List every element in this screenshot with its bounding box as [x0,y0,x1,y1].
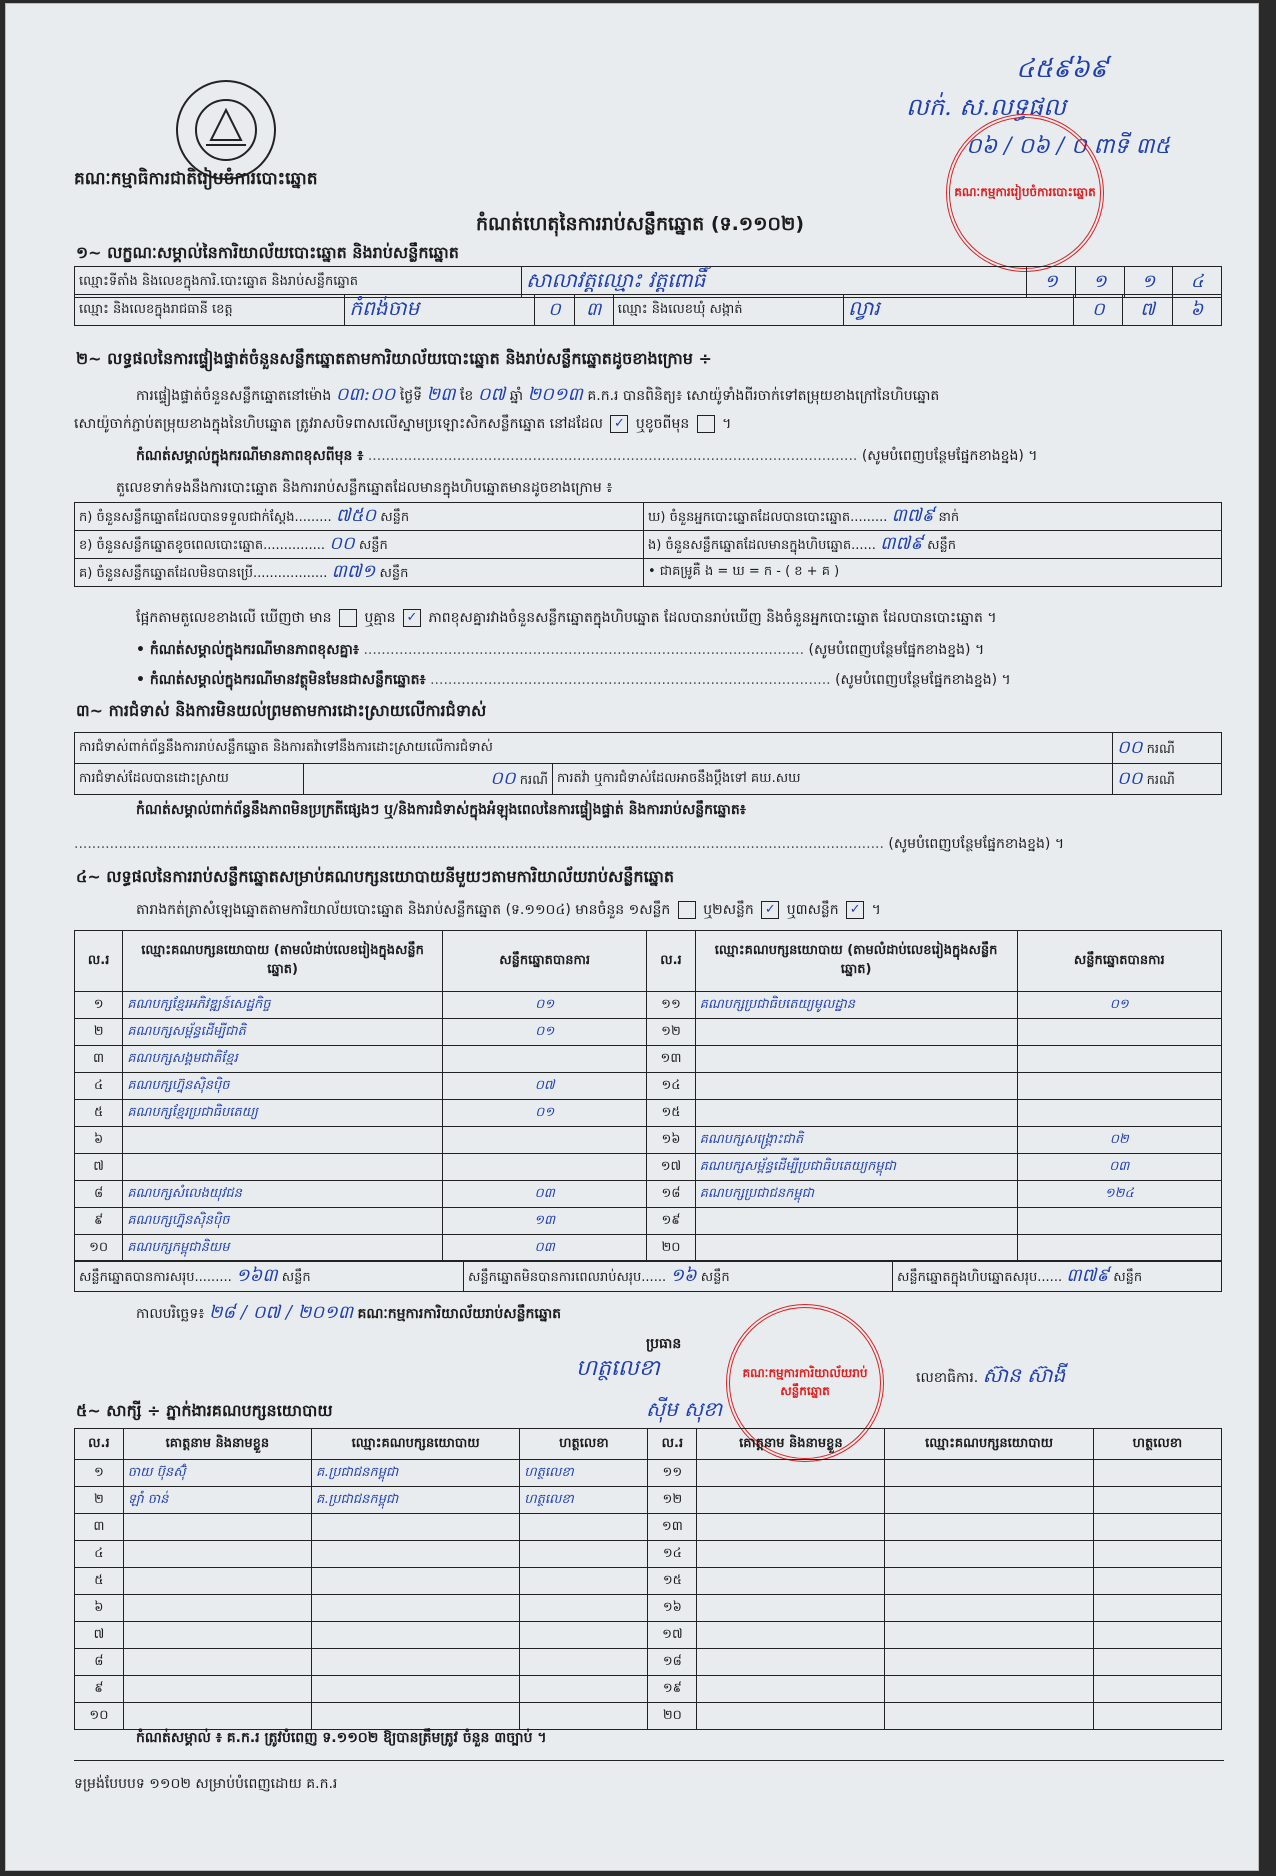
s2-year: ២០១៣ [527,384,583,405]
form-title: កំណត់ហេតុនៃការរាប់សន្លឹកឆ្នោត (ទ.១១០២) [476,213,805,235]
s3-row1-label: ការជំទាស់ពាក់ព័ន្ធនឹងការរាប់សន្លឹកឆ្នោត និងការតវ៉ាទៅនឹងការដោះស្រាយលើការជំទាស់ [75,733,1113,764]
s4-votes: ០៣ [442,1181,646,1208]
table-row: ១៦ [647,1127,695,1154]
s4-party [695,1208,1017,1235]
s5-col-no: ល.រ [648,1429,697,1460]
s2-count-e-value: ៣៧៩ [880,533,923,554]
s4-totals-row [74,1260,1222,1292]
s4-votes: ១២៤ [1017,1181,1222,1208]
table-row: ១២ [647,1019,695,1046]
section-4-heading: ៤~ លទ្ធផលនៃការរាប់សន្លឹកឆ្នោតសម្រាប់គណបក្សនយោបាយនីមួយៗតាមការិយាល័យរាប់សន្លឹកឆ្នោត [76,867,675,886]
s2-note1-label: កំណត់សម្គាល់ក្នុងករណីមានភាពខុសពីមុន ៖ [136,448,364,464]
handwritten-number: ៤៥៩៦៩ [1016,54,1109,84]
s2-checkbox-none[interactable]: ✓ [403,609,421,627]
s4-unused-value: ១៦ [670,1264,697,1286]
s4-col-votes: សន្លឹកឆ្នោតបានការ [442,931,646,992]
s2-seal-line [74,414,731,435]
official-stamp-top [946,114,1104,272]
table-row: ១៤ [648,1541,697,1568]
s4-results-table [74,930,1222,1262]
s2-unit-person: នាក់ [938,510,960,525]
s4-party: គណបក្សប្រជាធិបតេយ្យមូលដ្ឋាន [695,992,1017,1019]
emblem-logo [176,80,276,180]
s4-party: គណបក្សហ្វ៊ុនស៊ិនប៉ិច [123,1208,443,1235]
s2-match-post: ភាពខុសគ្នារវាងចំនួនសន្លឹកឆ្នោតក្នុងហិបឆ្នោត ដែលបានរាប់ឃើញ និងចំនួនអ្នកបោះឆ្នោត ដែលបានបោះឆ្នោត ។ [428,610,997,626]
s2-dots: ................................................................................................... [363,642,805,658]
s5-party: គ.ប្រជាជនកម្ពុជា [311,1487,519,1514]
s4-box-label: សន្លឹកឆ្នោតក្នុងហិបឆ្នោតសរុប...... [897,1269,1063,1285]
s2-fill-more: (សូមបំពេញបន្ថែមផ្នែកខាងខ្នង) ។ [835,672,1011,688]
handwritten-note-2: ០៦ / ០៦ / ០ ពាទី ៣៥ [966,134,1170,159]
table-row: ៤ [75,1541,124,1568]
table-row: ២ [75,1487,124,1514]
s3-row2-label2: ការតវ៉ា ឬការជំទាស់ដែលអាចនឹងប្តឹងទៅ គឃ.សឃ [553,764,1113,795]
s4-checkbox-2[interactable]: ✓ [761,901,779,919]
section-1-table-row2 [74,294,1222,326]
s4-committee: គណៈកម្មការការិយាល័យរាប់សន្លឹកឆ្នោត [357,1306,562,1322]
footer-form-label: ទម្រង់បែបបទ ១១០២ សម្រាប់បំពេញដោយ គ.ក.រ [74,1776,338,1792]
table-row: ៧ [75,1622,124,1649]
table-row: ៦ [75,1595,124,1622]
s2-checkbox-has[interactable] [339,609,357,627]
s4-party: គណបក្សប្រជាជនកម្ពុជា [695,1181,1017,1208]
emblem-icon [191,95,261,165]
s4-party [695,1073,1017,1100]
s2-seal-text: សោយ៉ូចាក់ភ្ជាប់តម្រុយខាងក្នុងនៃហិបឆ្នោត ត្រូវរាសបិទពាសលើស្នាមប្រឡោះសិកសន្លឹកឆ្នោត នៅដដែល [74,416,603,432]
s3-row1-value: ០០ [1117,736,1143,758]
s2-unit: សន្លឹក [380,510,410,525]
table-row: ១១ [647,992,695,1019]
table-row: ១៧ [647,1154,695,1181]
s4-votes: ០១ [442,1100,646,1127]
s4-col-party: ឈ្មោះគណបក្សនយោបាយ (តាមលំដាប់លេខរៀងក្នុងសន្លឹកឆ្នោត) [123,931,443,992]
s4-party [695,1100,1017,1127]
s4-party: គណបក្សខ្មែរអភិវឌ្ឍន៍សេដ្ឋកិច្ច [123,992,443,1019]
s2-verify-month: ខែ [459,388,474,404]
s4-date-line [136,1300,561,1327]
s4-secretary-line [916,1362,1065,1392]
s5-col-name: គោត្តនាម និងនាមខ្លួន [697,1429,885,1460]
table-row: ១២ [648,1487,697,1514]
s4-votes [1017,1100,1222,1127]
s4-secretary-label: លេខាធិការ. [916,1370,979,1386]
s2-count-c-label: គ) ចំនួនសន្លឹកឆ្នោតដែលមិនបានប្រើ.................. [79,566,328,581]
s4-party: គណបក្សសង្គ្រោះជាតិ [695,1127,1017,1154]
s2-note-line-3 [136,670,1011,691]
s3-row2-label: ការជំទាស់ដែលបានដោះស្រាយ [75,764,304,795]
s4-total-label: សន្លឹកឆ្នោតបានការសរុប......... [79,1269,232,1285]
s4-col-party: ឈ្មោះគណបក្សនយោបាយ (តាមលំដាប់លេខរៀងក្នុងសន្លឹកឆ្នោត) [695,931,1017,992]
s2-count-b-value: ០០ [329,533,355,554]
s2-verify-line [136,382,939,409]
s2-checkbox-intact[interactable]: ✓ [610,415,628,433]
s4-votes: ០១ [442,1019,646,1046]
s4-votes [1017,1046,1222,1073]
table-row: ៣ [75,1046,123,1073]
s1-code-1: ៤ [1173,267,1222,298]
s4-secretary-name: ស៊ាន ស៊ាងី [982,1363,1066,1387]
table-row: ១០ [75,1235,123,1262]
s2-verify-year: ឆ្នាំ [509,388,524,404]
document-sheet [6,4,1258,1870]
s4-unit: សន្លឹក [1113,1269,1143,1285]
table-row: ៧ [75,1154,123,1181]
s3-fill-more: (សូមបំពេញបន្ថែមផ្នែកខាងខ្នង) ។ [888,836,1065,852]
s1-row1-label: ឈ្មោះទីតាំង និងលេខក្នុងការិ.បោះឆ្នោត និងរាប់សន្លឹកឆ្នោត [75,267,522,298]
s4-checkbox-3[interactable]: ✓ [846,901,864,919]
table-row: ២០ [647,1235,695,1262]
s5-sign: ហត្ថលេខា [520,1487,648,1514]
table-row: ៤ [75,1073,123,1100]
s4-votes: ០៧ [442,1073,646,1100]
table-row: ១៥ [648,1568,697,1595]
s1-code-1: ១ [1075,267,1124,298]
s1-province-code: ០ [535,295,574,326]
s4-date-label: កាលបរិច្ឆេទ៖ [136,1306,205,1322]
s2-note-line-1 [136,446,1038,467]
s5-col-party: ឈ្មោះគណបក្សនយោបាយ [885,1429,1093,1460]
s1-row1-value: សាលាវត្តឈ្មោះ វត្តពោធិ៍ [522,267,1027,298]
s4-party: គណបក្សសង្គមជាតិខ្មែរ [123,1046,443,1073]
table-row: ១៨ [648,1649,697,1676]
s4-col-votes: សន្លឹកឆ្នោតបានការ [1017,931,1222,992]
s2-count-a-value: ៧៥០ [335,505,377,526]
s2-unit: សន្លឹក [379,566,409,581]
table-row: ៩ [75,1676,124,1703]
table-row: ១៥ [647,1100,695,1127]
s3-unit: ករណី [519,772,548,788]
s2-dots: .............................................................................................................. [367,448,858,464]
table-row: ១៧ [648,1622,697,1649]
s2-verify-pre: ការផ្ទៀងផ្ទាត់ចំនួនសន្លឹកឆ្នោតនៅម៉ោង [136,388,332,404]
s2-verify-post: គ.ក.រ បានពិនិត្យ៖ សោយ៉ូទាំងពីរចាក់ទៅតម្រុយខាងក្រៅនៃហិបឆ្នោត [587,388,940,404]
table-row: ១៣ [647,1046,695,1073]
s5-col-sign: ហត្ថលេខា [520,1429,648,1460]
table-row: ១៣ [648,1514,697,1541]
s4-votes: ០១ [1017,992,1222,1019]
section-5-heading: ៥~ សាក្សី ÷ ភ្នាក់ងារគណបក្សនយោបាយ [76,1401,333,1420]
s4-pages-3: ឬ៣សន្លឹក [786,902,839,918]
s2-count-d-label: ឃ) ចំនួនអ្នកបោះឆ្នោតដែលបានបោះឆ្នោត......... [648,510,888,525]
s5-name: ចាយ ប៊ុនស៊ុំ [123,1460,311,1487]
s4-votes [1017,1208,1222,1235]
s2-or-damaged: ឬខូចពីមុន [635,416,690,432]
s4-votes [1017,1235,1222,1262]
s4-party: គណបក្សខ្មែរប្រជាធិបតេយ្យ [123,1100,443,1127]
table-row: ១០ [75,1703,124,1730]
s4-votes: ០២ [1017,1127,1222,1154]
s4-col-no: ល.រ [75,931,123,992]
s5-col-party: ឈ្មោះគណបក្សនយោបាយ [311,1429,519,1460]
organization-name: គណៈកម្មាធិការជាតិរៀបចំការបោះឆ្នោត [74,169,318,189]
table-row: ៨ [75,1181,123,1208]
s1-row2-label: ឈ្មោះ និងលេខក្នុងរាជធានី ខេត្ត [75,295,345,326]
table-row: ១៤ [647,1073,695,1100]
s2-month: ០៧ [477,384,506,405]
s5-sign: ហត្ថលេខា [520,1460,648,1487]
s2-match-pre: ផ្អែកតាមតួលេខខាងលើ ឃើញថា មាន [136,610,332,626]
s2-checkbox-damaged[interactable] [697,415,715,433]
s4-votes: ១៣ [442,1208,646,1235]
s1-commune-code: ៦ [1172,295,1221,326]
table-row: ៣ [75,1514,124,1541]
s1-province-code: ៣ [574,295,613,326]
s2-verify-day: ថ្ងៃទី [399,388,423,404]
table-row: ៥ [75,1568,124,1595]
table-row: ២០ [648,1703,697,1730]
s3-note-line: កំណត់សម្គាល់ពាក់ព័ន្ធនឹងភាពមិនប្រក្រតីផ្សេងៗ ឬ/និងការជំទាស់ក្នុងអំឡុងពេលនៃការផ្ទៀងផ្ទាត់ និងការរាប់សន្លឹកឆ្នោត៖ [136,802,746,818]
s2-count-intro: តួលេខទាក់ទងនឹងការបោះឆ្នោត និងការរាប់សន្លឹកឆ្នោតដែលមានក្នុងហិបឆ្នោតមានដូចខាងក្រោម ៖ [116,480,613,496]
s4-votes [1017,1073,1222,1100]
table-row: ៥ [75,1100,123,1127]
s3-row2-value: ០០ [490,767,516,789]
s4-votes [442,1154,646,1181]
s1-code-1: ១ [1124,267,1173,298]
section-1-heading: ១~ លក្ខណៈសម្គាល់នៃការិយាល័យបោះឆ្នោត និងរាប់សន្លឹកឆ្នោត [76,243,459,262]
s2-fill-more: (សូមបំពេញបន្ថែមផ្នែកខាងខ្នង) ។ [861,448,1038,464]
s5-party: គ.ប្រជាជនកម្ពុជា [311,1460,519,1487]
s2-match-no: ឬគ្មាន [364,610,396,626]
s2-note3-label: • កំណត់សម្គាល់ក្នុងករណីមានវត្ថុមិនមែនជាសន្លឹកឆ្នោត៖ [136,672,426,688]
s4-votes: ០១ [442,992,646,1019]
s2-day: ២៣ [426,384,456,405]
s5-col-no: ល.រ [75,1429,124,1460]
s4-col-no: ល.រ [647,931,695,992]
s4-date-value: ២៨ / ០៧ / ២០១៣ [208,1302,354,1323]
s2-time: ០៣:០០ [335,384,396,405]
stamp-text-top: គណៈកម្មការរៀបចំការបោះឆ្នោត [954,185,1096,199]
s2-match-line [136,608,997,629]
s4-votes [442,1046,646,1073]
s1-commune: ល្វារ [844,295,1074,326]
s2-count-a-label: ក) ចំនួនសន្លឹកឆ្នោតដែលបានទទួលជាក់ស្តែង......... [79,510,332,525]
section-3-heading: ៣~ ការជំទាស់ និងការមិនយល់ព្រមតាមការដោះស្រាយលើការជំទាស់ [76,701,487,720]
s1-code-1: ១ [1027,267,1076,298]
table-row: ៩ [75,1208,123,1235]
s3-unit: ករណី [1146,741,1175,757]
s2-dots: .......................................................................................... [430,672,831,688]
s2-note-line-2 [136,640,984,661]
s4-party [695,1019,1017,1046]
s5-col-name: គោត្តនាម និងនាមខ្លួន [123,1429,311,1460]
s4-end-mark: ។ [871,902,881,918]
s4-pages-line [136,900,881,921]
s2-count-c-value: ៣៧១ [331,561,376,582]
s3-table [74,732,1222,795]
section-2-heading: ២~ លទ្ធផលនៃការផ្ទៀងផ្ទាត់ចំនួនសន្លឹកឆ្នោតតាមការិយាល័យបោះឆ្នោត និងរាប់សន្លឹកឆ្នោតដូចខាងក្រោម ÷ [76,349,712,368]
s2-counts-table [74,502,1222,587]
s2-note2-label: • កំណត់សម្គាល់ក្នុងករណីមានភាពខុសគ្នា៖ [136,642,360,658]
s4-party [695,1046,1017,1073]
s5-witness-table [74,1428,1222,1730]
handwritten-note-1: លក់. ស.លទ្ធផល [906,93,1066,121]
s4-party: គណបក្សហ្វ៊ុនស៊ិនប៉ិច [123,1073,443,1100]
table-row: ១៨ [647,1181,695,1208]
s2-count-e-label: ង) ចំនួនសន្លឹកឆ្នោតដែលមានក្នុងហិបឆ្នោត...... [648,538,876,553]
s2-unit: សន្លឹក [927,538,956,553]
s3-dots: ...................................................................................................................................................................................... [74,836,884,852]
s4-party: គណបក្សកម្ពុជានិយម [123,1235,443,1262]
s2-count-b-label: ខ) ចំនួនសន្លឹកឆ្នោតខូចពេលបោះឆ្នោត............... [79,538,326,553]
footer-divider [74,1760,1224,1761]
s4-pages-2: ឬ២សន្លឹក [703,902,754,918]
s4-party [695,1235,1017,1262]
s4-votes: ០៣ [442,1235,646,1262]
s4-box-value: ៣៧៩ [1066,1264,1110,1286]
table-row: ១៩ [648,1676,697,1703]
table-row: ១៦ [648,1595,697,1622]
s4-unit: សន្លឹក [700,1269,730,1285]
table-row: ៦ [75,1127,123,1154]
chair-name: ស៊ីម សុខា [646,1397,723,1421]
s1-row2-label2: ឈ្មោះ និងលេខឃុំ សង្កាត់ [613,295,843,326]
s4-votes [1017,1019,1222,1046]
table-row: ៨ [75,1649,124,1676]
s3-unit: ករណី [1146,772,1175,788]
s4-total-value: ១៦៣ [235,1264,278,1286]
s2-count-d-value: ៣៧៩ [891,505,935,526]
table-row: ១៩ [647,1208,695,1235]
s4-checkbox-1[interactable] [678,901,696,919]
s3-dots-line [74,834,1064,855]
footer-note: កំណត់សម្គាល់ ៖ គ.ក.រ ត្រូវបំពេញ ទ.១១០២ ឱ្យបានត្រឹមត្រូវ ចំនួន ៣ច្បាប់ ។ [136,1730,547,1746]
s2-fill-more: (សូមបំពេញបន្ថែមផ្នែកខាងខ្នង) ។ [808,642,985,658]
s2-end-mark: ។ [722,416,732,432]
table-row: ២ [75,1019,123,1046]
chair-signature: ហត្ថលេខា [576,1356,660,1381]
s1-commune-code: ៧ [1123,295,1172,326]
s4-votes: ០៣ [1017,1154,1222,1181]
s4-votes [442,1127,646,1154]
s2-unit: សន្លឹក [358,538,388,553]
table-row: ១ [75,1460,124,1487]
s5-col-sign: ហត្ថលេខា [1093,1429,1221,1460]
s4-chair-label: ប្រធាន [646,1336,682,1352]
s3-row2-value2: ០០ [1117,767,1143,789]
s2-formula: • ជាគម្រូគឺ ង = ឃ = ក - ( ខ + គ ) [644,559,1222,587]
s4-pages-pre: តារាងកត់ត្រាសំឡេងឆ្នោតតាមការិយាល័យបោះឆ្នោត និងរាប់សន្លឹកឆ្នោត (ទ.១១០៤) មានចំនួន ១សន្លឹក [136,902,671,918]
table-row: ១ [75,992,123,1019]
s4-unused-label: សន្លឹកឆ្នោតមិនបានការពេលរាប់សរុប...... [468,1269,667,1285]
s4-unit: សន្លឹក [281,1269,311,1285]
s5-name: ឡាំ ចាន់ [123,1487,311,1514]
s1-commune-code: ០ [1074,295,1123,326]
stamp-text-bottom: គណៈកម្មការការិយាល័យរាប់សន្លឹកឆ្នោត [742,1366,868,1398]
s4-party: គណបក្សសម្ព័ន្ធដើម្បីប្រជាធិបតេយ្យកម្ពុជា [695,1154,1017,1181]
s4-party [123,1127,443,1154]
table-row: ១១ [648,1460,697,1487]
s4-party: គណបក្សសម្ព័ន្ធដើម្បីជាតិ [123,1019,443,1046]
s1-province: កំពង់ចាម [345,295,535,326]
s4-party [123,1154,443,1181]
s4-party: គណបក្សសំលេងយុវជន [123,1181,443,1208]
